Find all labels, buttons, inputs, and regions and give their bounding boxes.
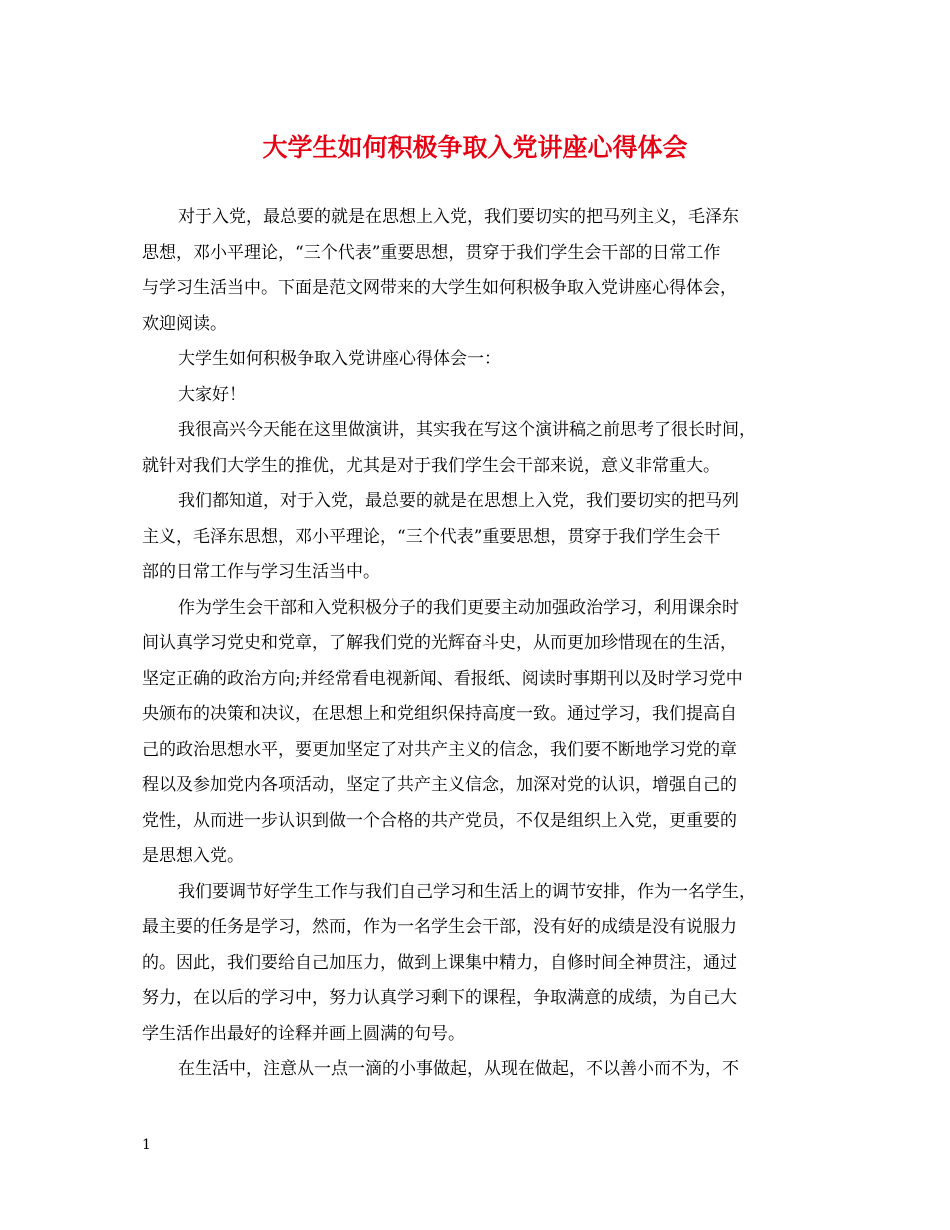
text-line: 主义，毛泽东思想，邓小平理论，“三个代表”重要思想，贯穿于我们学生会干: [142, 526, 721, 547]
text-line: 学生活作出最好的诠释并画上圆满的句号。: [142, 1023, 465, 1044]
text-line: 就针对我们大学生的推优，尤其是对于我们学生会干部来说，意义非常重大。: [142, 455, 720, 476]
text-line: 我们都知道，对于入党，最总要的就是在思想上入党，我们要切实的把马列: [178, 491, 739, 511]
text-line: 坚定正确的政治方向;并经常看电视新闻、看报纸、阅读时事期刊以及时学习党中: [142, 668, 743, 689]
text-line: 部的日常工作与学习生活当中。: [142, 562, 380, 582]
text-line: 作为学生会干部和入党积极分子的我们更要主动加强政治学习，利用课余时: [178, 597, 739, 618]
text-line: 程以及参加党内各项活动，坚定了共产主义信念，加深对党的认识，增强自己的: [142, 775, 737, 795]
text-line: 我们要调节好学生工作与我们自己学习和生活上的调节安排，作为一名学生，: [178, 881, 756, 902]
text-line: 大学生如何积极争取入党讲座心得体会一：: [178, 349, 501, 369]
text-line: 己的政治思想水平，要更加坚定了对共产主义的信念，我们要不断地学习党的章: [142, 739, 737, 760]
document-body: [142, 200, 807, 1088]
page-title: 大学生如何积极争取入党讲座心得体会: [262, 133, 688, 162]
text-line: 我很高兴今天能在这里做演讲，其实我在写这个演讲稿之前思考了很长时间，: [178, 420, 756, 440]
text-line: 与学习生活当中。下面是范文网带来的大学生如何积极争取入党讲座心得体会，: [142, 278, 737, 298]
text-line: 党性，从而进一步认识到做一个合格的共产党员，不仅是组织上入党，更重要的: [142, 810, 737, 831]
text-line: 思想，邓小平理论，“三个代表”重要思想，贯穿于我们学生会干部的日常工作: [142, 242, 721, 263]
text-line: 对于入党，最总要的就是在思想上入党，我们要切实的把马列主义，毛泽东: [178, 207, 739, 227]
text-line: 努力，在以后的学习中，努力认真学习剩下的课程，争取满意的成绩，为自己大: [142, 988, 737, 1008]
text-line: 大家好！: [178, 384, 246, 405]
text-line: 欢迎阅读。: [142, 313, 227, 334]
text-line: 的。因此，我们要给自己加压力，做到上课集中精力，自修时间全神贯注，通过: [142, 952, 737, 973]
text-line: 央颁布的决策和决议，在思想上和党组织保持高度一致。通过学习，我们提高自: [142, 704, 737, 724]
text-line: 最主要的任务是学习，然而，作为一名学生会干部，没有好的成绩是没有说服力: [142, 917, 737, 937]
text-line: 在生活中，注意从一点一滴的小事做起，从现在做起，不以善小而不为，不: [178, 1059, 739, 1079]
text-line: 是思想入党。: [142, 846, 244, 866]
text-line: 间认真学习党史和党章，了解我们党的光辉奋斗史，从而更加珍惜现在的生活，: [142, 633, 737, 653]
page-number: 1: [142, 1137, 151, 1153]
